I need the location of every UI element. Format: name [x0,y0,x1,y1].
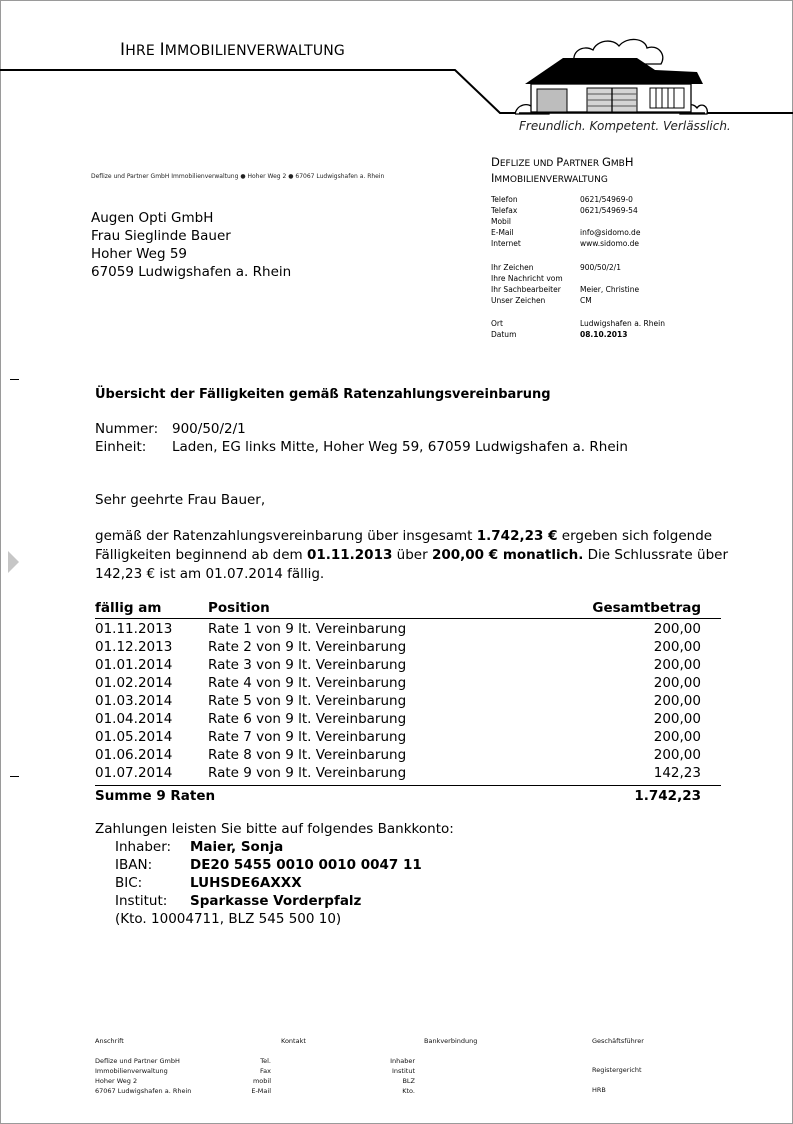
row-amount: 200,00 [653,729,701,745]
info-company-name: DEFLIZE UND PARTNER GMBH IMMOBILIENVERWALTUNG [491,155,634,185]
nummer-value: 900/50/2/1 [172,421,246,437]
row-date: 01.04.2014 [95,711,173,727]
row-date: 01.07.2014 [95,765,173,781]
recipient-person: Frau Sieglinde Bauer [91,228,231,244]
row-position: Rate 4 von 9 lt. Vereinbarung [208,675,407,691]
bank-intro: Zahlungen leisten Sie bitte auf folgendes Bankkonto: [95,821,454,837]
row-date: 01.03.2014 [95,693,173,709]
footer-address [95,1056,191,1096]
iban-value: DE20 5455 0010 0010 0047 11 [190,857,422,873]
footer-address-line: Hoher Weg 2 [95,1077,138,1085]
footer-hrb: HRB [592,1086,606,1094]
info-label: E-Mail [491,228,514,237]
info-label: Ihre Nachricht vom [491,274,563,283]
einheit-label: Einheit: [95,439,147,455]
row-position: Rate 9 von 9 lt. Vereinbarung [208,765,407,781]
row-position: Rate 7 von 9 lt. Vereinbarung [208,729,407,745]
installment-table [95,600,721,806]
start-date: 01.11.2013 [306,547,393,563]
row-amount: 200,00 [653,747,701,763]
table-row [95,765,721,783]
letter-subject: Übersicht der Fälligkeiten gemäß Ratenzahlungsvereinbarung [95,387,551,402]
footer-address-line: 67067 Ludwigshafen a. Rhein [95,1087,192,1095]
greeting: Sehr geehrte Frau Bauer, [95,492,266,508]
footer-bank-label: Kto. [402,1087,415,1095]
para-text: über [392,547,432,563]
company-name-part-1: HRE [125,43,160,59]
recipient-address [91,209,291,281]
total-amount: 1.742,23 € [476,528,558,544]
info-label: Telefax [491,206,518,215]
bank-label: Institut: [115,893,168,909]
row-position: Rate 6 von 9 lt. Vereinbarung [208,711,407,727]
footer-bank-label: BLZ [402,1077,415,1085]
bank-label: IBAN: [115,857,153,873]
sum-label: Summe 9 Raten [95,788,216,804]
row-amount: 200,00 [653,675,701,691]
footer-address-line: Deflize und Partner GmbH [95,1057,180,1065]
row-position: Rate 3 von 9 lt. Vereinbarung [208,657,407,673]
header-position: Position [208,600,270,616]
bank-account-note: (Kto. 10004711, BLZ 545 500 10) [115,911,342,927]
company-name-part-2: MMOBILIENVERWALTUNG [164,43,345,59]
footer-register-court: Registergericht [592,1066,642,1074]
footer-heading-contact: Kontakt [281,1037,306,1045]
slogan: Freundlich. Kompetent. Verlässlich. [519,119,731,133]
meta-einheit [95,439,628,455]
company-initial-2: I [159,40,165,60]
website-value[interactable]: www.sidomo.de [580,239,639,248]
table-row [95,621,721,639]
date-value: 08.10.2013 [580,330,628,339]
sender-address-line: Deflize und Partner GmbH Immobilienverwaltung ● Hoher Weg 2 ● 67067 Ludwigshafen a. Rhein [91,173,385,180]
row-position: Rate 1 von 9 lt. Vereinbarung [208,621,407,637]
info-label: Ihr Zeichen [491,263,534,272]
row-position: Rate 2 von 9 lt. Vereinbarung [208,639,407,655]
table-row [95,729,721,747]
house-logo-icon [515,34,710,118]
para-text: Die Schlussrate über 142,23 € ist am 01.07.2014 fällig. [95,547,728,582]
bic-value: LUHSDE6AXXX [190,875,302,891]
header-date: fällig am [95,600,162,616]
bank-label: BIC: [115,875,143,891]
footer-bank-labels [370,1056,415,1096]
footer-bank-label: Inhaber [390,1057,415,1065]
contact-block [491,194,640,249]
row-date: 01.11.2013 [95,621,173,637]
fold-mark-bottom [10,776,19,777]
row-amount: 200,00 [653,657,701,673]
table-row [95,657,721,675]
recipient-company: Augen Opti GmbH [91,210,214,226]
einheit-value: Laden, EG links Mitte, Hoher Weg 59, 67059 Ludwigshafen a. Rhein [172,439,628,455]
info-label: Ort [491,319,503,328]
table-row [95,693,721,711]
email-value[interactable]: info@sidomo.de [580,228,641,237]
footer-contact-labels [220,1056,271,1096]
monthly-amount: 200,00 € monatlich. [431,547,584,563]
footer-address-line: Immobilienverwaltung [95,1067,168,1075]
footer-contact-label: Tel. [260,1057,271,1065]
meta-nummer [95,421,246,437]
footer-heading-bank: Bankverbindung [424,1037,478,1045]
row-date: 01.06.2014 [95,747,173,763]
footer-heading-address: Anschrift [95,1037,124,1045]
place-value: Ludwigshafen a. Rhein [580,319,665,328]
row-date: 01.02.2014 [95,675,173,691]
bank-bic [115,875,302,891]
fax-value: 0621/54969-54 [580,206,638,215]
row-date: 01.05.2014 [95,729,173,745]
footer-contact-label: E-Mail [251,1087,271,1095]
row-date: 01.01.2014 [95,657,173,673]
footer-contact-label: Fax [260,1067,271,1075]
recipient-street: Hoher Weg 59 [91,246,188,262]
table-body [95,619,721,783]
info-label: Unser Zeichen [491,296,546,305]
our-reference-value: CM [580,296,592,305]
bank-iban [115,857,422,873]
expand-arrow-icon[interactable] [8,551,19,573]
row-amount: 200,00 [653,639,701,655]
para-text: ergeben sich folgende Fälligkeiten beginnend ab dem [95,528,713,563]
row-amount: 200,00 [653,711,701,727]
company-name-header [120,40,345,60]
fold-mark-top [10,379,19,380]
table-sum-row [95,785,721,806]
row-position: Rate 8 von 9 lt. Vereinbarung [208,747,407,763]
header-amount: Gesamtbetrag [592,600,701,616]
footer-bank-label: Institut [392,1067,415,1075]
table-header [95,600,721,619]
row-amount: 200,00 [653,621,701,637]
phone-value: 0621/54969-0 [580,195,633,204]
company-initial-1: I [120,40,126,60]
bank-label: Inhaber: [115,839,172,855]
bank-holder-value: Maier, Sonja [190,839,284,855]
institute-value: Sparkasse Vorderpfalz [190,893,362,909]
row-date: 01.12.2013 [95,639,173,655]
intro-paragraph [95,527,735,584]
info-label: Mobil [491,217,511,226]
table-row [95,675,721,693]
place-date-block [491,318,665,340]
info-label: Internet [491,239,521,248]
footer-heading-ceo: Geschäftsführer [592,1037,644,1045]
table-row [95,711,721,729]
recipient-city: 67059 Ludwigshafen a. Rhein [91,264,292,280]
bank-holder [115,839,283,855]
row-amount: 200,00 [653,693,701,709]
row-position: Rate 5 von 9 lt. Vereinbarung [208,693,407,709]
info-label: Ihr Sachbearbeiter [491,285,561,294]
footer-contact-label: mobil [252,1077,271,1085]
bank-institute [115,893,361,909]
table-row [95,747,721,765]
reference-block [491,262,639,306]
your-reference-value: 900/50/2/1 [580,263,621,272]
para-text: gemäß der Ratenzahlungsvereinbarung über insgesamt [95,528,477,544]
clerk-value: Meier, Christine [580,285,640,294]
table-row [95,639,721,657]
info-label: Datum [491,330,517,339]
row-amount: 142,23 [653,765,701,781]
nummer-label: Nummer: [95,421,159,437]
sum-value: 1.742,23 [634,788,701,804]
info-label: Telefon [491,195,518,204]
